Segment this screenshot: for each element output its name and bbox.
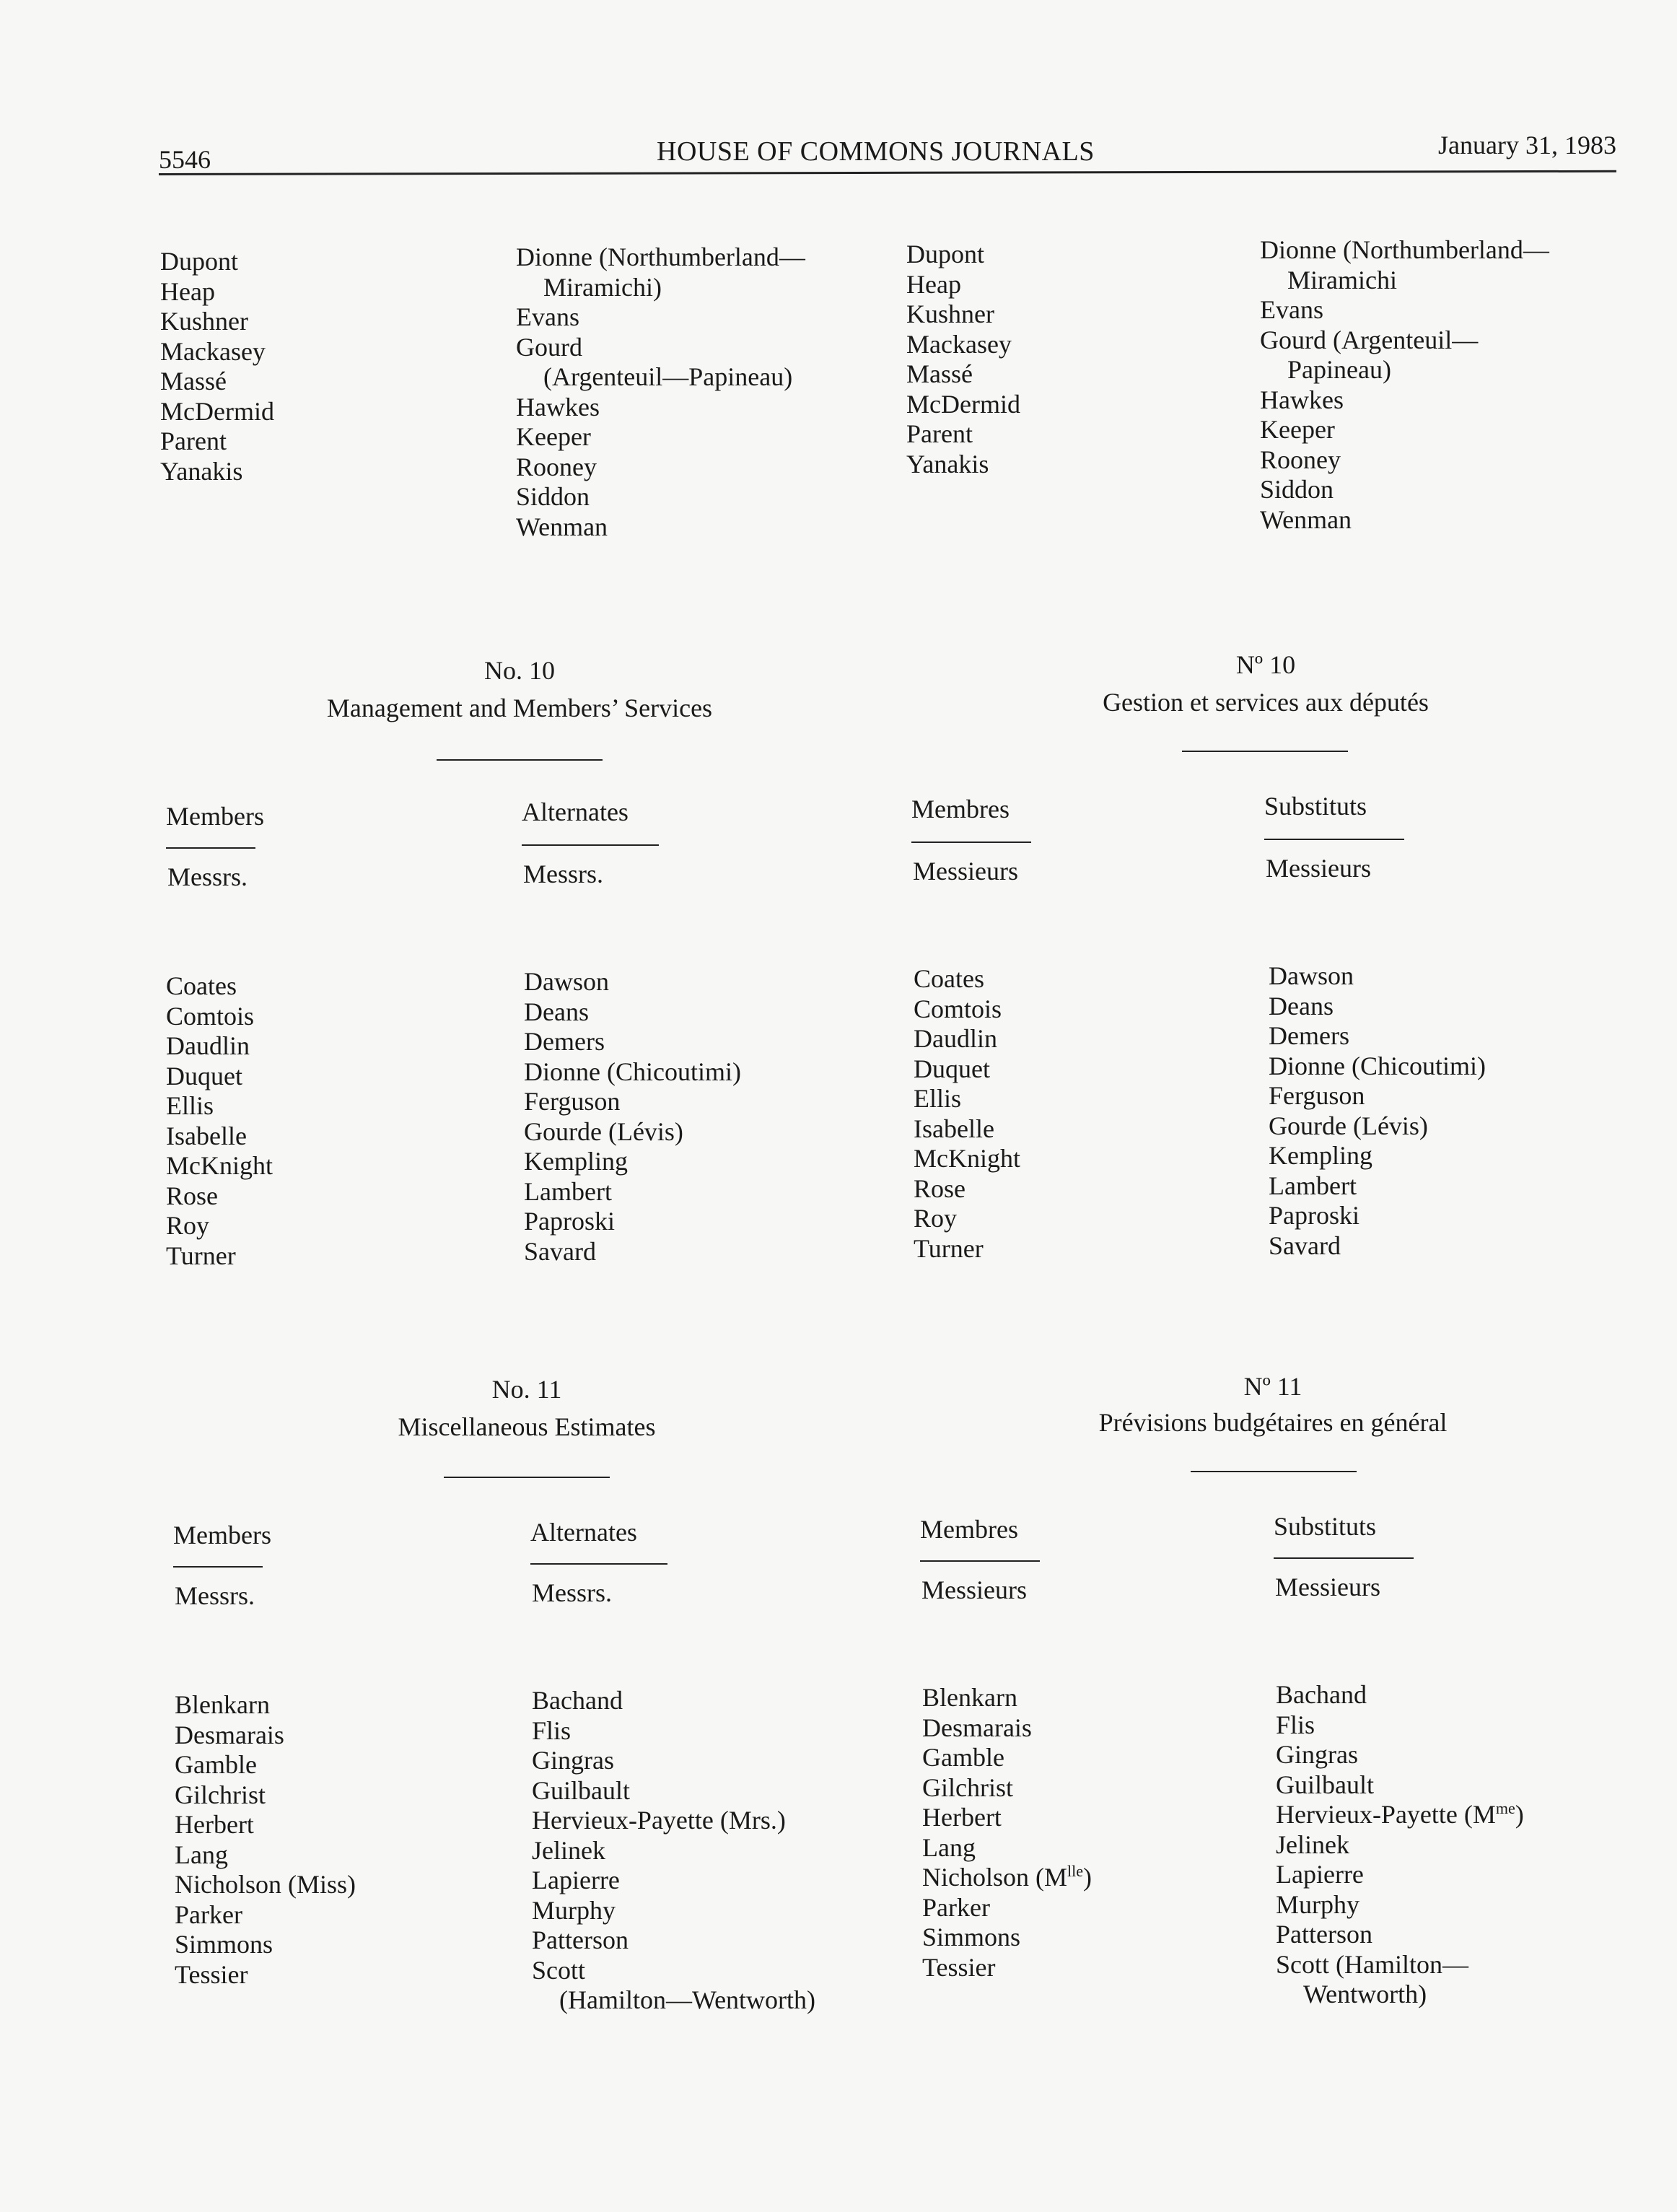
committee-11-fr-members-title: Messieurs	[921, 1575, 1027, 1604]
list-item: Dawson	[524, 967, 609, 996]
list-item: Lambert	[1269, 1171, 1357, 1200]
list-item: Siddon	[1260, 475, 1334, 504]
list-item: Ellis	[914, 1084, 962, 1113]
committee-11-fr-number: Nº 11	[1243, 1372, 1302, 1401]
list-item: Herbert	[922, 1803, 1002, 1832]
list-item: Tessier	[175, 1959, 248, 1989]
committee-10-fr-members-title: Messieurs	[913, 857, 1018, 886]
list-item: Simmons	[175, 1930, 273, 1959]
list-item: Guilbault	[1276, 1770, 1374, 1799]
list-item: Dionne (Chicoutimi)	[524, 1057, 741, 1086]
column-rule	[920, 1560, 1040, 1562]
list-item-text: Nicholson (M	[922, 1863, 1067, 1892]
list-item: Bachand	[532, 1686, 623, 1715]
list-item: Daudlin	[914, 1024, 997, 1053]
committee-10-en-alternates-header: Alternates	[522, 797, 629, 826]
list-item: Miramichi)	[543, 272, 662, 302]
list-item: Dionne (Chicoutimi)	[1269, 1051, 1486, 1080]
list-item: Gourd	[516, 332, 582, 362]
list-item: Hawkes	[516, 392, 600, 421]
honorific-superscript: lle	[1067, 1862, 1083, 1880]
list-item: Parent	[160, 427, 227, 455]
list-item: Lang	[175, 1840, 228, 1869]
committee-11-en-rule	[444, 1477, 610, 1478]
committee-11-fr-members-list	[922, 1683, 1092, 1983]
committee-10-en-name: Management and Members’ Services	[326, 694, 713, 722]
list-item: Paproski	[524, 1207, 615, 1236]
list-item: Nicholson (Miss)	[175, 1870, 356, 1899]
list-item: Demers	[1269, 1021, 1349, 1050]
list-item: Gourde (Lévis)	[1269, 1111, 1428, 1140]
list-item: Deans	[524, 997, 589, 1026]
list-item: Kempling	[1269, 1141, 1372, 1170]
list-item: Keeper	[1260, 415, 1335, 444]
list-item: Blenkarn	[922, 1683, 1017, 1712]
list-item: Yanakis	[160, 456, 243, 486]
list-item: Comtois	[914, 994, 1002, 1023]
list-item: Hervieux-Payette (Mrs.)	[532, 1806, 786, 1835]
list-item: Desmarais	[175, 1720, 284, 1749]
honorific-superscript: me	[1495, 1799, 1515, 1817]
list-item: Yanakis	[906, 449, 989, 478]
list-item: Lang	[922, 1832, 976, 1862]
list-item: Hawkes	[1260, 385, 1344, 414]
column-rule	[530, 1563, 667, 1565]
list-item: Bachand	[1276, 1680, 1367, 1709]
committee-11-fr-alternates-title: Messieurs	[1275, 1573, 1380, 1601]
list-item: Rose	[914, 1173, 966, 1203]
committee-10-fr-name: Gestion et services aux députés	[1103, 688, 1429, 717]
list-item-text: )	[1083, 1863, 1092, 1892]
list-item: Evans	[516, 302, 579, 331]
list-item: (Argenteuil—Papineau)	[543, 362, 793, 391]
list-item: Kushner	[160, 307, 248, 336]
list-item: Coates	[166, 971, 237, 1000]
committee-10-fr-alternates-title: Messieurs	[1266, 854, 1371, 883]
committee-11-en-members-header: Members	[173, 1521, 271, 1549]
committee-10-en-rule	[437, 759, 603, 761]
column-rule	[522, 844, 659, 846]
list-item: Wenman	[516, 512, 608, 541]
list-item: Roy	[914, 1204, 958, 1233]
top-en-alternates-list	[516, 242, 805, 542]
list-item: McDermid	[160, 396, 274, 426]
list-item: Wenman	[1260, 504, 1352, 534]
column-rule	[1264, 839, 1404, 840]
list-item: Guilbault	[532, 1775, 630, 1805]
list-item: Lambert	[524, 1176, 612, 1206]
list-item: Patterson	[1276, 1920, 1372, 1949]
committee-10-en-number: No. 10	[484, 656, 555, 685]
committee-11-fr-alternates-list	[1276, 1680, 1524, 2010]
list-item: Isabelle	[166, 1121, 247, 1150]
committee-11-fr-members-header: Membres	[920, 1515, 1018, 1544]
committee-11-en-members-list	[175, 1690, 356, 1990]
list-item: Jelinek	[1276, 1830, 1349, 1859]
list-item: Ferguson	[1269, 1081, 1365, 1110]
column-rule	[1274, 1557, 1414, 1559]
list-item	[922, 1863, 1092, 1893]
list-item: Kempling	[524, 1147, 628, 1176]
list-item-text: Hervieux-Payette (M	[1276, 1800, 1496, 1829]
list-item: Scott (Hamilton—	[1276, 1949, 1468, 1979]
list-item: Lapierre	[532, 1866, 620, 1894]
list-item: Simmons	[922, 1923, 1021, 1951]
list-item: Gourd (Argenteuil—	[1260, 325, 1479, 354]
list-item: Gingras	[1276, 1740, 1358, 1769]
list-item: Duquet	[914, 1054, 990, 1083]
list-item: (Hamilton—Wentworth)	[559, 1985, 816, 2014]
committee-11-fr-alternates-header: Substituts	[1274, 1512, 1377, 1541]
committee-11-en-alternates-title: Messrs.	[532, 1578, 613, 1607]
list-item: Massé	[160, 367, 227, 395]
top-en-members-list	[160, 247, 274, 486]
list-item: Kushner	[906, 300, 994, 328]
list-item: Turner	[914, 1233, 984, 1263]
committee-10-en-members-header: Members	[166, 802, 264, 831]
committee-10-fr-number: Nº 10	[1235, 650, 1296, 679]
list-item: Turner	[166, 1241, 236, 1270]
column-rule	[911, 841, 1031, 843]
top-fr-alternates-list	[1260, 235, 1549, 535]
list-item: Lapierre	[1276, 1860, 1364, 1889]
list-item: Dionne (Northumberland—	[516, 242, 805, 271]
list-item: Mackasey	[906, 329, 1012, 359]
committee-11-en-number: No. 11	[491, 1375, 562, 1404]
list-item: Duquet	[166, 1061, 242, 1090]
list-item: McDermid	[906, 389, 1020, 419]
list-item: Papineau)	[1287, 355, 1391, 384]
page-number: 5546	[159, 145, 211, 174]
committee-10-en-members-title: Messrs.	[167, 862, 248, 891]
list-item: Jelinek	[532, 1835, 605, 1865]
list-item: Heap	[906, 269, 961, 299]
committee-10-fr-members-list	[914, 964, 1020, 1264]
committee-10-en-alternates-title: Messrs.	[523, 860, 604, 888]
list-item-text: )	[1515, 1800, 1524, 1829]
list-item: Rooney	[1260, 445, 1341, 474]
list-item: Desmarais	[922, 1713, 1032, 1742]
list-item: Scott	[532, 1955, 586, 1985]
committee-11-fr-name: Prévisions budgétaires en général	[1098, 1408, 1448, 1437]
list-item: Dawson	[1269, 961, 1354, 990]
column-rule	[166, 847, 255, 849]
list-item: Dupont	[160, 247, 238, 276]
list-item: Gilchrist	[175, 1780, 266, 1809]
list-item: Tessier	[922, 1952, 996, 1982]
list-item: McKnight	[914, 1144, 1020, 1173]
list-item: Flis	[1276, 1710, 1315, 1739]
list-item: Siddon	[516, 482, 590, 511]
list-item: Rose	[166, 1181, 218, 1210]
committee-10-en-members-list	[166, 971, 273, 1271]
list-item: Savard	[524, 1236, 596, 1266]
list-item: Gamble	[175, 1750, 257, 1779]
list-item: Ellis	[166, 1091, 214, 1120]
list-item: Coates	[914, 964, 984, 993]
list-item: Gilchrist	[922, 1772, 1013, 1802]
list-item: Blenkarn	[175, 1690, 270, 1719]
list-item: McKnight	[166, 1151, 273, 1180]
list-item: Mackasey	[160, 336, 266, 366]
committee-10-fr-members-header: Membres	[911, 795, 1010, 823]
committee-11-en-members-title: Messrs.	[175, 1581, 255, 1610]
top-fr-members-list	[906, 240, 1020, 479]
list-item: Daudlin	[166, 1031, 250, 1060]
list-item: Comtois	[166, 1001, 255, 1031]
list-item: Parker	[922, 1892, 990, 1922]
committee-10-fr-rule	[1182, 751, 1348, 752]
committee-11-fr-rule	[1191, 1471, 1357, 1472]
list-item: Gamble	[922, 1743, 1004, 1772]
list-item: Dionne (Northumberland—	[1260, 235, 1549, 264]
list-item: Parent	[906, 419, 973, 448]
column-rule	[173, 1566, 263, 1568]
list-item: Ferguson	[524, 1087, 621, 1116]
committee-10-fr-alternates-header: Substituts	[1264, 792, 1367, 821]
list-item: Gourde (Lévis)	[524, 1116, 683, 1146]
list-item: Evans	[1260, 295, 1323, 324]
list-item: Murphy	[532, 1895, 616, 1925]
committee-10-fr-alternates-list	[1269, 961, 1486, 1261]
list-item: Deans	[1269, 991, 1334, 1020]
list-item: Murphy	[1276, 1889, 1359, 1919]
list-item: Massé	[906, 359, 973, 388]
list-item: Parker	[175, 1900, 242, 1929]
list-item: Miramichi	[1287, 265, 1397, 294]
list-item	[1276, 1800, 1524, 1830]
list-item: Savard	[1269, 1230, 1341, 1260]
list-item: Flis	[532, 1715, 572, 1745]
list-item: Wentworth)	[1303, 1980, 1427, 2008]
list-item: Keeper	[516, 422, 591, 451]
list-item: Roy	[166, 1211, 210, 1240]
list-item: Paproski	[1269, 1201, 1359, 1230]
list-item: Isabelle	[914, 1114, 994, 1143]
list-item: Heap	[160, 276, 215, 306]
journal-title: HOUSE OF COMMONS JOURNALS	[657, 136, 1095, 167]
committee-11-en-name: Miscellaneous Estimates	[398, 1412, 656, 1441]
list-item: Demers	[524, 1027, 605, 1056]
list-item: Patterson	[532, 1925, 629, 1954]
list-item: Herbert	[175, 1810, 254, 1839]
list-item: Gingras	[532, 1746, 614, 1775]
committee-11-en-alternates-list	[532, 1686, 815, 2016]
journal-date: January 31, 1983	[1438, 131, 1616, 159]
list-item: Rooney	[516, 452, 597, 481]
list-item: Dupont	[906, 240, 984, 268]
committee-10-en-alternates-list	[524, 967, 741, 1267]
committee-11-en-alternates-header: Alternates	[530, 1518, 637, 1547]
